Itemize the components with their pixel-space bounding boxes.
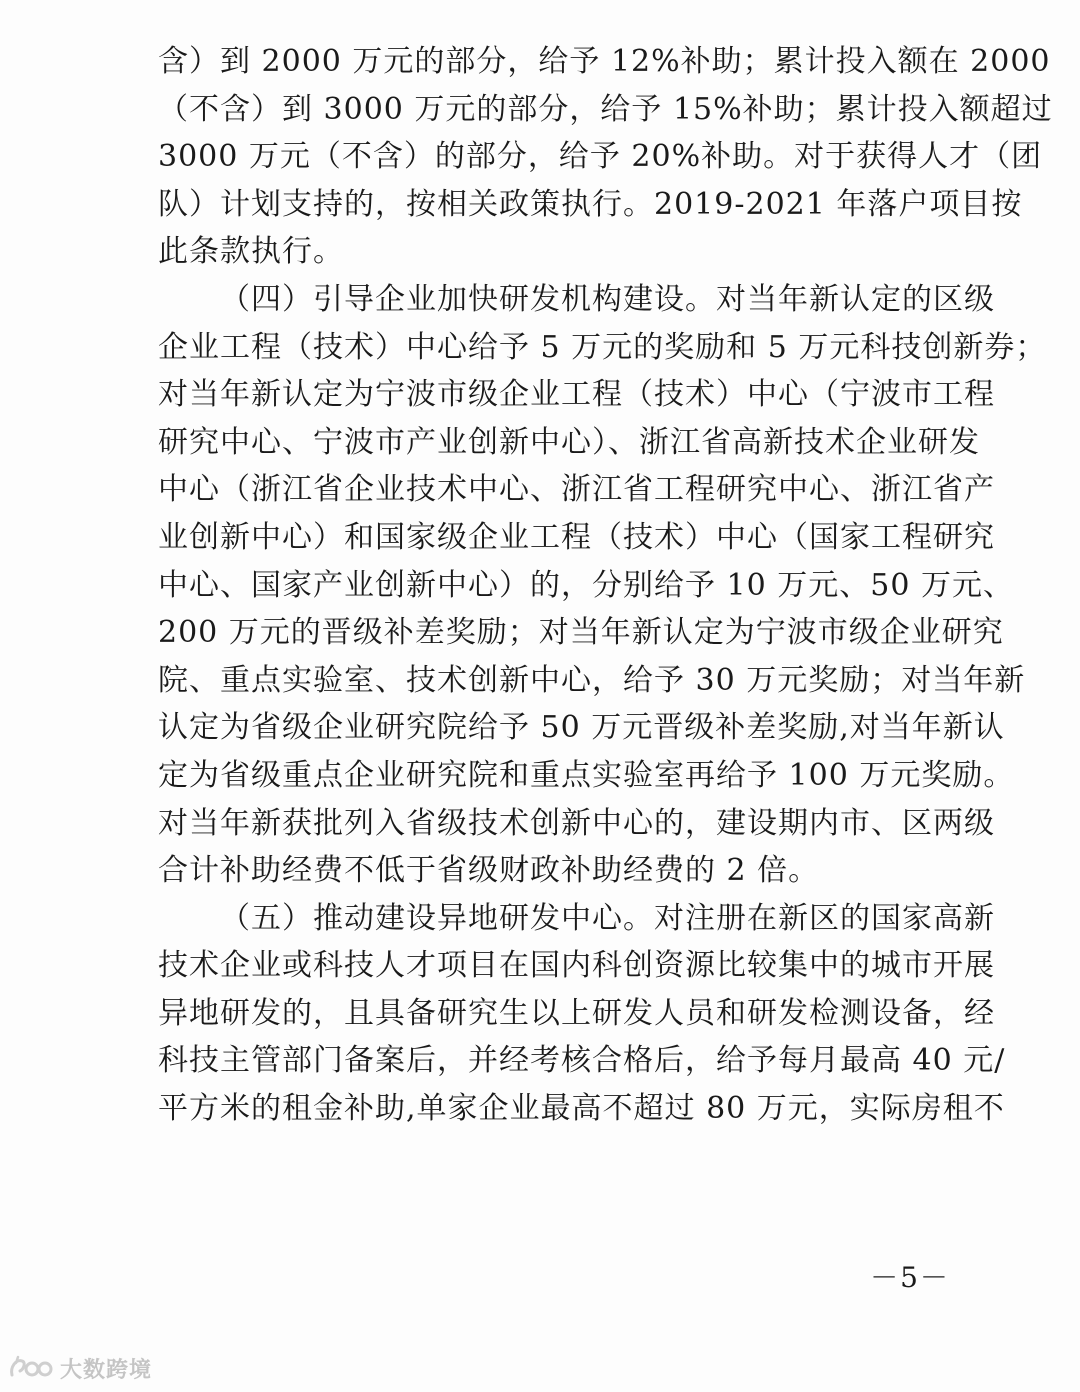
text-line: 中心（浙江省企业技术中心、浙江省工程研究中心、浙江省产 [158, 472, 995, 508]
text-line: 定为省级重点企业研究院和重点实验室再给予 100 万元奖励。 [158, 757, 1015, 793]
text-line: 对当年新认定为宁波市级企业工程（技术）中心（宁波市工程 [158, 377, 995, 413]
paragraph-heading-line: （五）推动建设异地研发中心。对注册在新区的国家高新 [220, 900, 995, 936]
text-line: 200 万元的晋级补差奖励；对当年新认定为宁波市级企业研究 [158, 615, 1004, 651]
text-line: 中心、国家产业创新中心）的，分别给予 10 万元、50 万元、 [158, 567, 1014, 603]
page-number: －5－ [870, 1261, 950, 1294]
text-line: 对当年新获批列入省级技术创新中心的，建设期内市、区两级 [158, 805, 995, 841]
text-line: 认定为省级企业研究院给予 50 万元晋级补差奖励,对当年新认 [158, 710, 1005, 746]
text-line: 科技主管部门备案后，并经考核合格后，给予每月最高 40 元/ [158, 1043, 1006, 1079]
watermark-logo-icon [8, 1353, 54, 1383]
text-line: 队）计划支持的，按相关政策执行。2019-2021 年落户项目按 [158, 186, 1023, 222]
body-text [158, 38, 1053, 1133]
watermark [8, 1350, 152, 1386]
text-line: 3000 万元（不含）的部分，给予 20%补助。对于获得人才（团 [158, 139, 1043, 175]
text-line: 企业工程（技术）中心给予 5 万元的奖励和 5 万元科技创新券； [158, 329, 1047, 365]
text-line: 技术企业或科技人才项目在国内科创资源比较集中的城市开展 [158, 948, 995, 984]
text-line: 研究中心、宁波市产业创新中心）、浙江省高新技术企业研发 [158, 424, 980, 460]
text-line: 院、重点实验室、技术创新中心，给予 30 万元奖励；对当年新 [158, 662, 1026, 698]
text-line: 含）到 2000 万元的部分，给予 12%补助；累计投入额在 2000 [158, 44, 1051, 79]
text-line: 合计补助经费不低于省级财政补助经费的 2 倍。 [158, 853, 820, 889]
text-line: 业创新中心）和国家级企业工程（技术）中心（国家工程研究 [158, 519, 995, 555]
paragraph-heading-line: （四）引导企业加快研发机构建设。对当年新认定的区级 [220, 281, 995, 317]
watermark-text: 大数跨境 [60, 1357, 153, 1383]
text-line: 此条款执行。 [158, 234, 344, 270]
text-line: （不含）到 3000 万元的部分，给予 15%补助；累计投入额超过 [158, 91, 1053, 127]
text-line: 异地研发的，且具备研究生以上研发人员和研发检测设备，经 [158, 995, 995, 1031]
text-line: 平方米的租金补助,单家企业最高不超过 80 万元，实际房租不 [158, 1091, 1005, 1127]
